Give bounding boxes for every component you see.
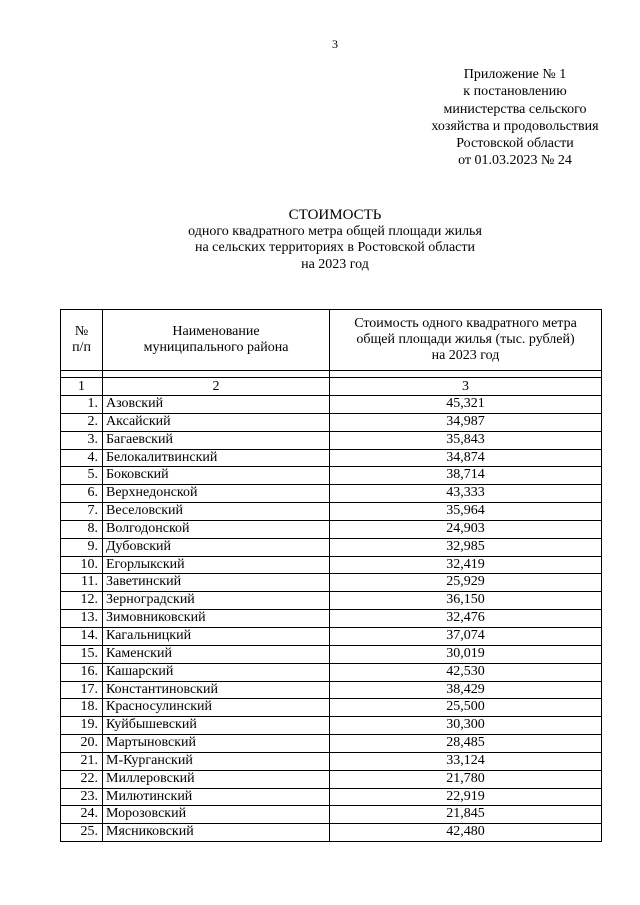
appendix-block	[380, 66, 640, 170]
row-number: 3.	[61, 431, 103, 449]
district-name: Красносулинский	[103, 699, 330, 717]
table-row	[61, 788, 602, 806]
header-num-line: №	[74, 324, 89, 339]
table-row	[61, 449, 602, 467]
table-row	[61, 574, 602, 592]
district-name: Верхнедонской	[103, 485, 330, 503]
district-name: Веселовский	[103, 503, 330, 521]
cost-value: 32,419	[330, 556, 602, 574]
table-row	[61, 735, 602, 753]
header-name	[103, 310, 330, 371]
appendix-line: от 01.03.2023 № 24	[458, 153, 572, 169]
district-name: Зимовниковский	[103, 610, 330, 628]
cost-value: 43,333	[330, 485, 602, 503]
table-row	[61, 485, 602, 503]
table-row	[61, 431, 602, 449]
table-row	[61, 538, 602, 556]
table-row	[61, 610, 602, 628]
row-number: 19.	[61, 717, 103, 735]
appendix-line: министерства сельского	[443, 101, 587, 117]
title-main: СТОИМОСТЬ	[288, 207, 382, 223]
row-number: 6.	[61, 485, 103, 503]
row-number: 5.	[61, 467, 103, 485]
title-line: на 2023 год	[301, 256, 369, 272]
table-row	[61, 645, 602, 663]
cost-value: 42,530	[330, 663, 602, 681]
cost-value: 35,964	[330, 503, 602, 521]
district-name: Аксайский	[103, 413, 330, 431]
row-number: 14.	[61, 627, 103, 645]
row-number: 20.	[61, 735, 103, 753]
header-num	[61, 310, 103, 371]
table-row	[61, 699, 602, 717]
cost-value: 34,987	[330, 413, 602, 431]
cost-value: 25,500	[330, 699, 602, 717]
district-name: Милютинский	[103, 788, 330, 806]
page-number: 3	[332, 37, 338, 51]
column-number: 1	[61, 378, 103, 396]
row-number: 24.	[61, 806, 103, 824]
row-number: 12.	[61, 592, 103, 610]
district-name: Белокалитвинский	[103, 449, 330, 467]
appendix-line: хозяйства и продовольствия	[431, 118, 599, 134]
cost-value: 30,019	[330, 645, 602, 663]
table-row	[61, 467, 602, 485]
row-number: 4.	[61, 449, 103, 467]
row-number: 21.	[61, 752, 103, 770]
header-num-line: п/п	[72, 340, 91, 355]
district-name: Кагальницкий	[103, 627, 330, 645]
table-row	[61, 824, 602, 842]
row-number: 9.	[61, 538, 103, 556]
header-value-line: на 2023 год	[431, 348, 500, 363]
table-row	[61, 396, 602, 414]
district-name: Дубовский	[103, 538, 330, 556]
cost-value: 30,300	[330, 717, 602, 735]
row-number: 8.	[61, 520, 103, 538]
header-gap	[61, 371, 602, 378]
table-row	[61, 806, 602, 824]
cost-value: 33,124	[330, 752, 602, 770]
appendix-line: Ростовской области	[456, 136, 574, 152]
district-name: Миллеровский	[103, 770, 330, 788]
district-name: М-Курганский	[103, 752, 330, 770]
district-name: Азовский	[103, 396, 330, 414]
table-row	[61, 627, 602, 645]
row-number: 13.	[61, 610, 103, 628]
cost-value: 37,074	[330, 627, 602, 645]
cost-value: 22,919	[330, 788, 602, 806]
table-row	[61, 503, 602, 521]
table-row	[61, 717, 602, 735]
district-name: Боковский	[103, 467, 330, 485]
cost-value: 42,480	[330, 824, 602, 842]
table-row	[61, 770, 602, 788]
district-name: Каменский	[103, 645, 330, 663]
cost-value: 32,985	[330, 538, 602, 556]
row-number: 17.	[61, 681, 103, 699]
row-number: 7.	[61, 503, 103, 521]
header-name-line: муниципального района	[143, 340, 289, 355]
cost-value: 36,150	[330, 592, 602, 610]
district-name: Кашарский	[103, 663, 330, 681]
district-name: Заветинский	[103, 574, 330, 592]
table-row	[61, 413, 602, 431]
cost-value: 21,780	[330, 770, 602, 788]
table-header-row	[61, 310, 602, 371]
document-title	[120, 207, 550, 273]
row-number: 23.	[61, 788, 103, 806]
table-row	[61, 592, 602, 610]
cost-value: 34,874	[330, 449, 602, 467]
row-number: 2.	[61, 413, 103, 431]
cost-value: 28,485	[330, 735, 602, 753]
table-row	[61, 681, 602, 699]
header-value-line: Стоимость одного квадратного метра	[354, 316, 577, 331]
cost-value: 24,903	[330, 520, 602, 538]
district-name: Багаевский	[103, 431, 330, 449]
row-number: 10.	[61, 556, 103, 574]
row-number: 25.	[61, 824, 103, 842]
district-name: Морозовский	[103, 806, 330, 824]
title-line: одного квадратного метра общей площади жилья	[188, 223, 482, 239]
cost-value: 32,476	[330, 610, 602, 628]
row-number: 16.	[61, 663, 103, 681]
header-name-line: Наименование	[172, 324, 260, 339]
cost-value: 45,321	[330, 396, 602, 414]
row-number: 18.	[61, 699, 103, 717]
row-number: 1.	[61, 396, 103, 414]
column-number: 3	[330, 378, 602, 396]
district-name: Зерноградский	[103, 592, 330, 610]
cost-value: 35,843	[330, 431, 602, 449]
column-number-row	[61, 378, 602, 396]
header-value-line: общей площади жилья (тыс. рублей)	[356, 332, 575, 347]
title-line: на сельских территориях в Ростовской области	[194, 240, 476, 255]
district-name: Куйбышевский	[103, 717, 330, 735]
cost-value: 25,929	[330, 574, 602, 592]
district-name: Егорлыкский	[103, 556, 330, 574]
appendix-line: Приложение № 1	[463, 67, 567, 82]
district-name: Мартыновский	[103, 735, 330, 753]
table-row	[61, 556, 602, 574]
row-number: 11.	[61, 574, 103, 592]
table-row	[61, 663, 602, 681]
column-number: 2	[103, 378, 330, 396]
district-name: Волгодонской	[103, 520, 330, 538]
cost-value: 21,845	[330, 806, 602, 824]
row-number: 22.	[61, 770, 103, 788]
table-body	[61, 396, 602, 842]
cost-value: 38,714	[330, 467, 602, 485]
appendix-line: к постановлению	[463, 84, 567, 100]
district-name: Мясниковский	[103, 824, 330, 842]
cost-value: 38,429	[330, 681, 602, 699]
cost-table	[60, 309, 602, 842]
table-row	[61, 520, 602, 538]
district-name: Константиновский	[103, 681, 330, 699]
header-value	[330, 310, 602, 371]
row-number: 15.	[61, 645, 103, 663]
table-row	[61, 752, 602, 770]
